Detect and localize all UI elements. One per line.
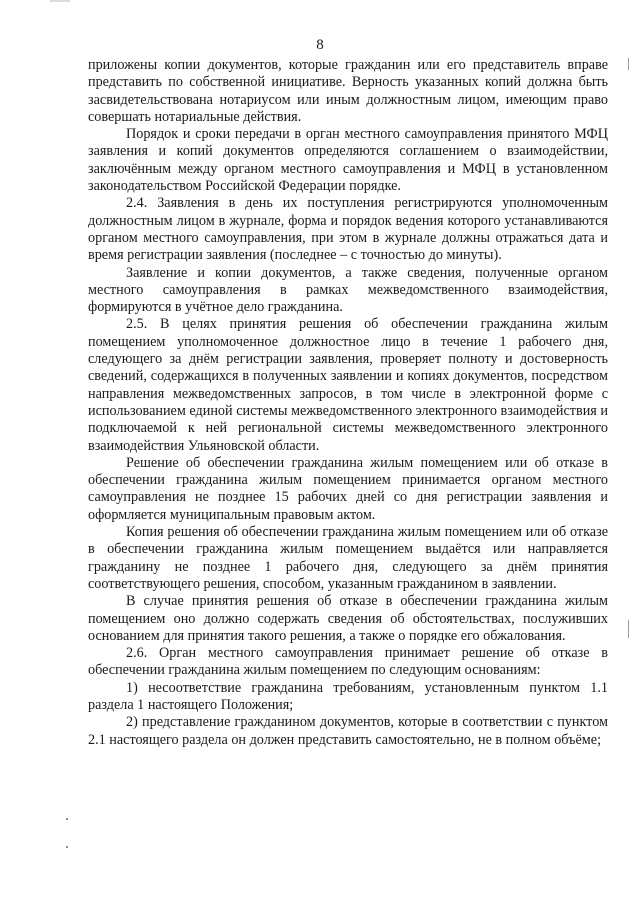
scan-artifact-right-edge bbox=[628, 620, 629, 638]
paragraph-2-4: 2.4. Заявления в день их поступления регистрируются уполномоченным должностным лицом в журнале, форма и порядок ведения которого устанавливаются органом местного самоуправления, при этом в журнале должны отражаться дата и время регистрации заявления (последнее – с точностью до минуты). bbox=[88, 195, 608, 264]
page-number: 8 bbox=[316, 37, 324, 53]
paragraph-refusal-content: В случае принятия решения об отказе в обеспечении гражданина жилым помещением оно должно содержать сведения об обстоятельствах, послуживших основанием для принятия такого решения, а также о порядке его обжалования. bbox=[88, 593, 608, 644]
paragraph-account-file: Заявление и копии документов, а также сведения, полученные органом местного самоуправления в рамках межведомственного взаимодействия, формируются в учётное дело гражданина. bbox=[88, 264, 608, 316]
paragraph-2-5: 2.5. В целях принятия решения об обеспечении гражданина жилым помещением уполномоченное должностное лицо в течение 1 рабочего дня, следующего за днём регистрации заявления, проверяет полноту и достоверность сведений, содержащихся в полученных заявлении и копиях документов, посредством направления межведомственных запросов, в том числе в электронной форме с использованием единой системы межведомственного электронного взаимодействия и подключаемой к ней региональной системы межведомственного электронного взаимодействия Ульяновской области. bbox=[88, 316, 608, 454]
paragraph-decision-copy: Копия решения об обеспечении гражданина жилым помещением или об отказе в обеспечении гражданина жилым помещением выдаётся или направляется гражданину не позднее 1 рабочего дня, следующего за днём принятия соответствующего решения, способом, указанным гражданином в заявлении. bbox=[88, 524, 608, 592]
list-item-2: 2) представление гражданином документов, которые в соответствии с пунктом 2.1 настоящего раздела он должен представить самостоятельно, не в полном объёме; bbox=[88, 714, 608, 748]
scan-artifact-right-edge bbox=[628, 58, 629, 70]
list-item-1: 1) несоответствие гражданина требованиям, установленным пунктом 1.1 раздела 1 настоящего Положения; bbox=[88, 679, 608, 713]
paragraph-transfer-procedure: Порядок и сроки передачи в орган местного самоуправления принятого МФЦ заявления и копий документов определяются соглашением о взаимодействии, заключённым между органом местного самоуправления и МФЦ в установленном законодательством Российской Федерации порядке. bbox=[88, 126, 608, 195]
document-body bbox=[88, 57, 608, 749]
scan-artifact-top bbox=[30, 0, 630, 2]
scan-artifact-dot bbox=[66, 846, 68, 848]
paragraph-2-6: 2.6. Орган местного самоуправления принимает решение об отказе в обеспечении гражданина жилым помещением по следующим основаниям: bbox=[88, 645, 608, 679]
paragraph-continuation: приложены копии документов, которые гражданин или его представитель вправе представить по собственной инициативе. Верность указанных копий должна быть засвидетельствована нотариусом или иным должностным лицом, имеющим право совершать нотариальные действия. bbox=[88, 57, 608, 125]
scan-artifact-dot bbox=[66, 818, 68, 820]
paragraph-decision-deadline: Решение об обеспечении гражданина жилым помещением или об отказе в обеспечении гражданина жилым помещением принимается органом местного самоуправления не позднее 15 рабочих дней со дня регистрации заявления и оформляется муниципальным правовым актом. bbox=[88, 454, 608, 523]
